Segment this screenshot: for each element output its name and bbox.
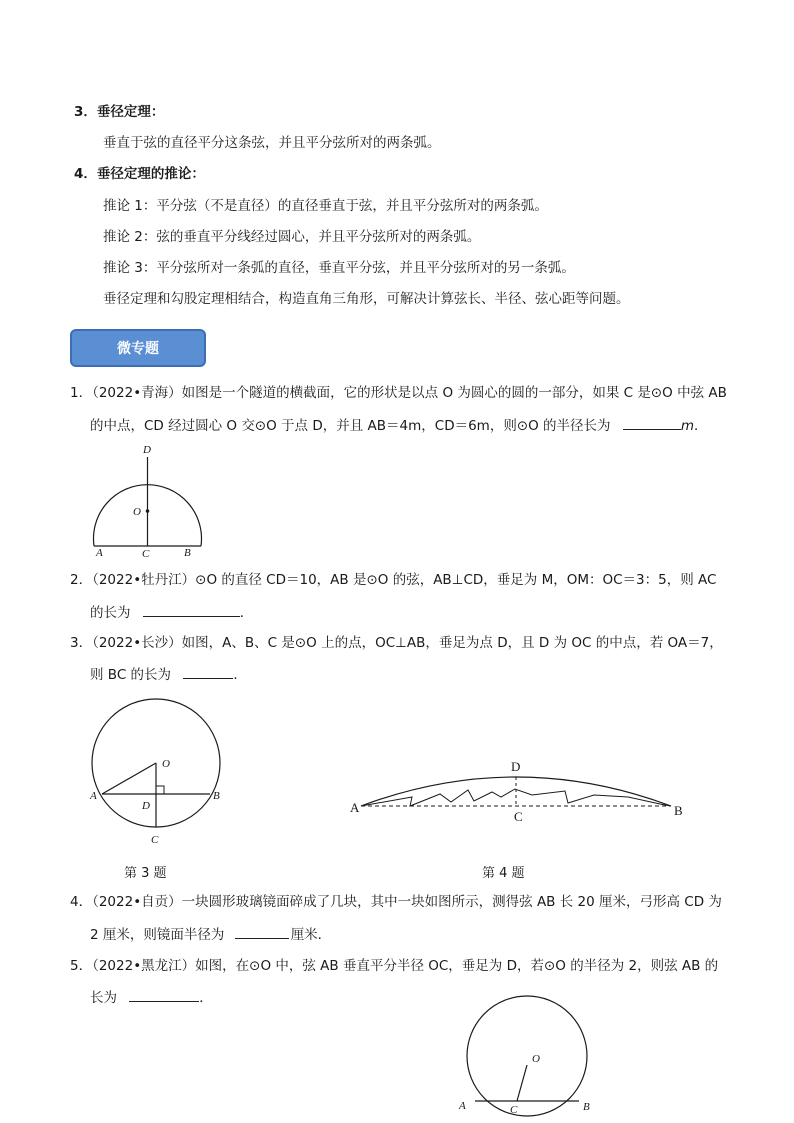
problem-1-line-2: 的中点，CD 经过圆心 O 交⊙O 于点 D，并且 AB＝4m，CD＝6m，则⊙O 的半径长为 m． [90,415,708,436]
fig5-label-c: C [510,1104,518,1116]
fig4-label-c: C [514,809,523,824]
problem-1-unit: m [680,418,695,434]
figure-3-caption: 第 3 题 [124,866,167,881]
problem-3-line-1: 3．（2022•长沙）如图，A、B、C 是⊙O 上的点，OC⊥AB，垂足为点 D，且 D 为 OC 的中点，若 OA＝7， [70,635,723,651]
inference-1: 推论 1：平分弦（不是直径）的直径垂直于弦，并且平分弦所对的两条弧。 [103,198,548,214]
problem-3-line-2: 则 BC 的长为 ． [90,664,247,685]
fig3-label-b: B [213,790,220,802]
fig3-label-o: O [162,758,170,770]
theorem-note: 垂径定理和勾股定理相结合，构造直角三角形，可解决计算弦长、半径、弦心距等问题。 [103,291,630,307]
item3-title: 3．垂径定理： [74,104,165,120]
fig3-label-c: C [151,834,159,846]
problem-4-text: 2 厘米，则镜面半径为 [90,927,225,943]
fig3-right-angle-mark [156,786,164,794]
problem-1-line-1: 1．（2022•青海）如图是一个隧道的横截面，它的形状是以点 O 为圆心的圆的一部分，如果 C 是⊙O 中弦 AB [70,385,727,401]
problem-4-line-2 [90,924,331,945]
fig3-segment-oa [102,763,156,794]
problem-4-unit: 厘米． [290,927,332,943]
problem-2-line-2: 的长为 ． [90,602,253,623]
problem-5-line-2: 长为 ． [90,987,213,1008]
fig1-label-o: O [133,506,141,518]
problem-5-text: 长为 [90,990,117,1006]
section-label: 微专题 [70,329,206,367]
item4-title: 4．垂径定理的推论： [74,166,205,182]
problem-2-line-1: 2．（2022•牡丹江）⊙O 的直径 CD＝10，AB 是⊙O 的弦，AB⊥CD，垂足为 M，OM：OC＝3：5，则 AC [70,572,717,588]
fig4-broken-edge [361,789,671,806]
fig3-label-d: D [142,800,150,812]
answer-blank-4[interactable] [235,924,289,939]
problem-2-text: 的长为 [90,605,131,621]
fig1-label-c: C [142,548,150,560]
problem-4-line-1: 4．（2022•自贡）一块圆形玻璃镜面碎成了几块，其中一块如图所示，测得弦 AB 长 20 厘米，弓形高 CD 为 [70,894,722,910]
problem-5-line-1: 5．（2022•黑龙江）如图，在⊙O 中，弦 AB 垂直平分半径 OC，垂足为 D，若⊙O 的半径为 2，则弦 AB 的 [70,958,719,974]
answer-blank-3[interactable] [183,664,233,679]
answer-blank-5[interactable] [129,987,199,1002]
inference-2: 推论 2：弦的垂直平分线经过圆心，并且平分弦所对的两条弧。 [103,229,481,245]
answer-blank-2[interactable] [143,602,240,617]
fig4-label-b: B [674,803,683,818]
item3-text: 垂直于弦的直径平分这条弦，并且平分弦所对的两条弧。 [103,135,441,151]
fig3-circle [92,699,220,827]
problem-1-text: 的中点，CD 经过圆心 O 交⊙O 于点 D，并且 AB＝4m，CD＝6m，则⊙O 的半径长为 [90,418,611,434]
fig4-label-a: A [350,800,360,815]
fig4-label-d: D [511,759,521,774]
fig1-label-b: B [184,547,191,559]
fig4-arc [361,777,671,806]
fig5-circle [467,996,587,1116]
problem-3-text: 则 BC 的长为 [90,667,172,683]
inference-3: 推论 3：平分弦所对一条弧的直径，垂直平分弦，并且平分弦所对的另一条弧。 [103,260,575,276]
answer-blank-1[interactable] [623,415,681,430]
figure-4-caption: 第 4 题 [482,866,525,881]
fig5-radius-oc [517,1065,527,1101]
fig1-center-dot [146,509,150,513]
fig5-label-o: O [532,1053,540,1065]
fig1-label-a: A [96,547,103,559]
fig5-label-b: B [583,1101,590,1113]
fig5-label-a: A [459,1100,466,1112]
fig1-arc [94,485,202,546]
fig3-label-a: A [90,790,97,802]
fig1-label-d: D [143,444,151,456]
